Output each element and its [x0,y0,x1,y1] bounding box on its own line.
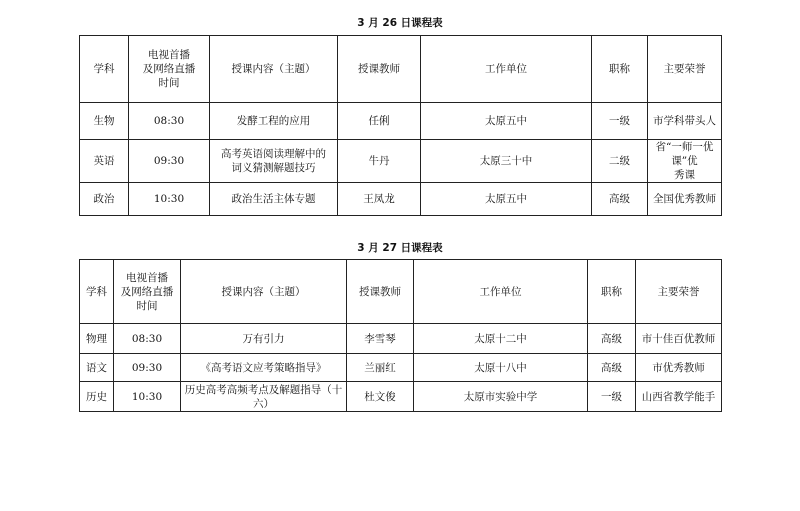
header-subject: 学科 [80,36,129,103]
cell-honors: 山西省教学能手 [636,382,722,412]
header-topic: 授课内容（主题） [181,260,347,324]
cell-teacher: 李雪琴 [347,324,414,354]
cell-time: 10:30 [129,183,210,216]
cell-topic: 政治生活主体专题 [210,183,338,216]
header-teacher: 授课教师 [347,260,414,324]
cell-title: 高级 [588,324,636,354]
cell-time: 08:30 [114,324,181,354]
cell-school: 太原十二中 [414,324,588,354]
cell-subject: 生物 [80,103,129,140]
cell-topic: 高考英语阅读理解中的 词义猜测解题技巧 [210,140,338,183]
cell-time: 09:30 [114,354,181,382]
schedule-table-mar26 [79,35,722,216]
header-time: 电视首播 及网络直播 时间 [114,260,181,324]
cell-teacher: 任俐 [338,103,421,140]
table-row [80,103,722,140]
table-row [80,324,722,354]
cell-teacher: 兰丽红 [347,354,414,382]
schedule-table-mar27 [79,259,722,412]
cell-subject: 语文 [80,354,114,382]
cell-title: 高级 [592,183,648,216]
header-time: 电视首播 及网络直播 时间 [129,36,210,103]
cell-school: 太原市实验中学 [414,382,588,412]
cell-teacher: 王凤龙 [338,183,421,216]
cell-honors: 市十佳百优教师 [636,324,722,354]
table-row [80,140,722,183]
header-topic: 授课内容（主题） [210,36,338,103]
table-row [80,354,722,382]
cell-topic: 发酵工程的应用 [210,103,338,140]
cell-time: 09:30 [129,140,210,183]
table-header-row [80,260,722,324]
header-honors: 主要荣誉 [636,260,722,324]
cell-school: 太原三十中 [421,140,592,183]
cell-title: 一级 [588,382,636,412]
cell-teacher: 牛丹 [338,140,421,183]
cell-subject: 政治 [80,183,129,216]
header-title: 职称 [588,260,636,324]
cell-school: 太原十八中 [414,354,588,382]
cell-subject: 历史 [80,382,114,412]
header-school: 工作单位 [421,36,592,103]
cell-title: 二级 [592,140,648,183]
table-header-row [80,36,722,103]
cell-honors: 市学科带头人 [648,103,722,140]
cell-honors: 市优秀教师 [636,354,722,382]
cell-teacher: 杜文俊 [347,382,414,412]
header-honors: 主要荣誉 [648,36,722,103]
header-title: 职称 [592,36,648,103]
cell-honors: 省“一师一优课”优 秀课 [648,140,722,183]
cell-topic: 万有引力 [181,324,347,354]
header-school: 工作单位 [414,260,588,324]
cell-title: 一级 [592,103,648,140]
schedule-title-mar27: 3 月 27 日课程表 [357,242,443,254]
cell-topic: 历史高考高频考点及解题指导（十 六） [181,382,347,412]
table-row [80,382,722,412]
header-teacher: 授课教师 [338,36,421,103]
schedule-title-mar26: 3 月 26 日课程表 [357,17,443,29]
table-row [80,183,722,216]
cell-title: 高级 [588,354,636,382]
cell-topic: 《高考语文应考策略指导》 [181,354,347,382]
cell-subject: 物理 [80,324,114,354]
cell-school: 太原五中 [421,103,592,140]
cell-time: 08:30 [129,103,210,140]
header-subject: 学科 [80,260,114,324]
cell-honors: 全国优秀教师 [648,183,722,216]
cell-time: 10:30 [114,382,181,412]
cell-subject: 英语 [80,140,129,183]
cell-school: 太原五中 [421,183,592,216]
